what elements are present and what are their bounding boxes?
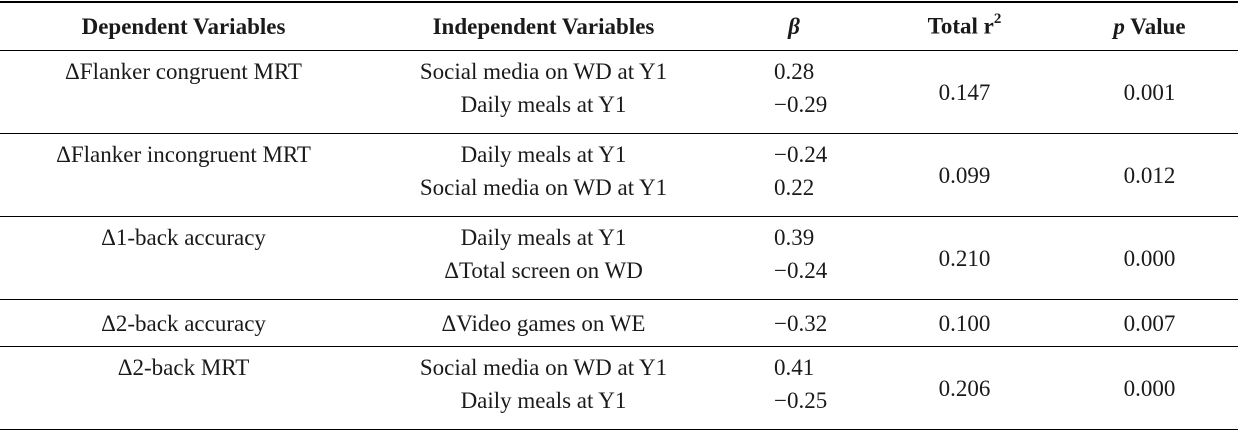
- beta-value: 0.22: [774, 175, 815, 200]
- beta-cell: [720, 134, 868, 217]
- independent-variable: Social media on WD at Y1: [419, 59, 668, 84]
- dependent-variable-cell: Δ1-back accuracy: [101, 225, 266, 250]
- beta-value: −0.29: [774, 92, 828, 117]
- dependent-variable-cell: ΔFlanker incongruent MRT: [56, 142, 311, 167]
- total-r2-cell: 0.099: [938, 162, 991, 188]
- p-value-cell: 0.000: [1123, 245, 1176, 271]
- independent-variable: Daily meals at Y1: [460, 142, 627, 167]
- table-row: [0, 134, 1238, 217]
- total-r2-cell: 0.210: [938, 245, 991, 271]
- independent-variable: Social media on WD at Y1: [419, 355, 668, 380]
- table-row: [0, 347, 1238, 430]
- table-row: [0, 217, 1238, 300]
- header-row: [0, 2, 1238, 51]
- independent-variables-cell: [367, 300, 720, 347]
- header-total-r2: [868, 2, 1061, 51]
- regression-table: [0, 1, 1238, 430]
- p-value-cell: 0.007: [1123, 310, 1176, 336]
- header-beta: β: [788, 13, 800, 39]
- independent-variable: ΔTotal screen on WD: [444, 258, 643, 283]
- independent-variable: ΔVideo games on WE: [441, 310, 646, 336]
- header-p-value: [1061, 2, 1238, 51]
- beta-cell: [720, 217, 868, 300]
- independent-variables-cell: [367, 217, 720, 300]
- p-value-cell: 0.001: [1123, 79, 1176, 105]
- header-total-r2-label: Total r: [927, 13, 994, 39]
- dependent-variable-cell: ΔFlanker congruent MRT: [65, 59, 302, 84]
- beta-value: 0.41: [774, 355, 815, 380]
- total-r2-cell: 0.147: [938, 79, 991, 105]
- beta-value: −0.24: [774, 258, 828, 283]
- table-body: [0, 51, 1238, 430]
- independent-variables-cell: [367, 51, 720, 134]
- total-r2-cell: 0.100: [938, 310, 991, 336]
- dependent-variable-cell: Δ2-back MRT: [117, 355, 250, 380]
- beta-value: −0.25: [774, 388, 828, 413]
- beta-value: −0.32: [774, 310, 828, 336]
- header-dependent-variables: Dependent Variables: [81, 13, 286, 39]
- independent-variable: Daily meals at Y1: [460, 92, 627, 117]
- table-header: [0, 2, 1238, 51]
- total-r2-cell: 0.206: [938, 375, 991, 401]
- p-value-cell: 0.000: [1123, 375, 1176, 401]
- independent-variable: Social media on WD at Y1: [419, 175, 668, 200]
- beta-value: 0.28: [774, 59, 815, 84]
- header-independent-variables: Independent Variables: [432, 13, 655, 39]
- beta-value: −0.24: [774, 142, 828, 167]
- beta-cell: [720, 300, 868, 347]
- table-row: [0, 51, 1238, 134]
- header-total-r2-superscript: 2: [993, 11, 1002, 28]
- header-p-value-italic: p: [1113, 13, 1125, 39]
- beta-value: 0.39: [774, 225, 815, 250]
- independent-variable: Daily meals at Y1: [460, 225, 627, 250]
- p-value-cell: 0.012: [1123, 162, 1176, 188]
- table-row: [0, 300, 1238, 347]
- header-p-value-label: Value: [1124, 13, 1186, 39]
- independent-variables-cell: [367, 347, 720, 430]
- beta-cell: [720, 51, 868, 134]
- dependent-variable-cell: Δ2-back accuracy: [101, 310, 266, 336]
- independent-variable: Daily meals at Y1: [460, 388, 627, 413]
- beta-cell: [720, 347, 868, 430]
- independent-variables-cell: [367, 134, 720, 217]
